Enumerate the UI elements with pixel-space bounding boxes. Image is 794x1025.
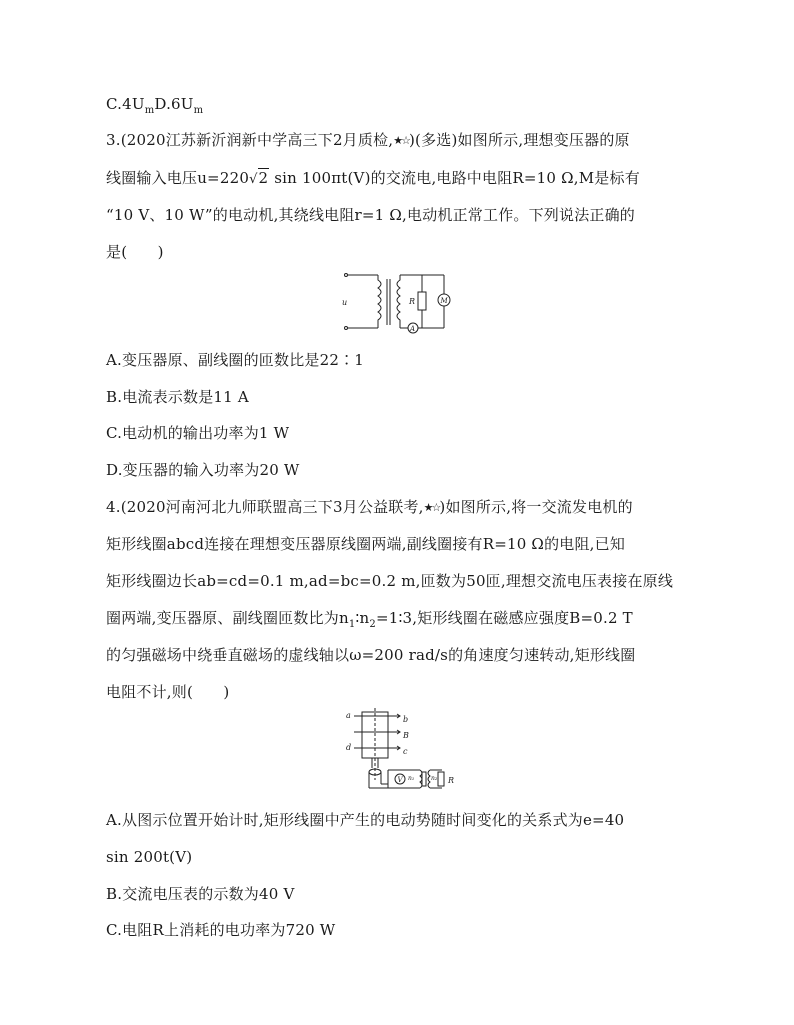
- q4-option-a-line2: sin 200t(V): [106, 848, 193, 866]
- svg-text:c: c: [403, 747, 408, 756]
- q4-stem-line3: 矩形线圈边长ab=cd=0.1 m,ad=bc=0.2 m,匝数为50匝,理想交流电压表接在原线: [106, 572, 674, 590]
- q3-transformer-circuit-figure: [338, 270, 458, 336]
- svg-text:B: B: [403, 731, 409, 740]
- q4-stem-line4: 圈两端,变压器原、副线圈匝数比为$n_1∶n_2=1∶3$,矩形线圈在磁感应强度B=0.2 T: [106, 609, 633, 630]
- q4-option-b: B.交流电压表的示数为40 V: [106, 885, 295, 903]
- q3-stem-line3: “10 V、10 W”的电动机,其绕线电阻r=1 Ω,电动机正常工作。下列说法正确的: [106, 206, 636, 224]
- svg-text:b: b: [403, 715, 409, 724]
- q2-options-cd: $C.4U_mD.6U_m$: [106, 95, 204, 116]
- svg-text:a: a: [346, 711, 351, 720]
- q3-option-a: A.变压器原、副线圈的匝数比是22∶1: [106, 351, 365, 369]
- q4-stem-line5: 的匀强磁场中绕垂直磁场的虚线轴以ω=200 rad/s的角速度匀速转动,矩形线圈: [106, 646, 636, 664]
- q3-stem-line4: 是( ): [106, 243, 164, 261]
- svg-text:V: V: [397, 776, 403, 784]
- q4-stem-line6: 电阻不计,则( ): [106, 683, 230, 701]
- svg-text:n₂: n₂: [431, 775, 438, 782]
- q4-stem-line1: 4.(2020河南河北九师联盟高三下3月公益联考,★☆)如图所示,将一交流发电机的: [106, 498, 633, 516]
- svg-text:n₁: n₁: [408, 775, 415, 782]
- q3-stem-line2: 线圈输入电压u=220√2 sin 100πt(V)的交流电,电路中电阻R=10 Ω,M是标有: [106, 169, 640, 187]
- svg-text:M: M: [440, 297, 448, 305]
- q4-generator-circuit-figure: [342, 708, 472, 800]
- svg-text:R: R: [409, 297, 416, 306]
- svg-text:A: A: [410, 325, 416, 333]
- svg-text:u: u: [342, 298, 348, 307]
- q4-option-c: C.电阻R上消耗的电功率为720 W: [106, 921, 336, 939]
- star-difficulty-icon-2: ★☆: [423, 501, 440, 514]
- svg-text:d: d: [346, 743, 352, 752]
- svg-text:R: R: [448, 776, 455, 785]
- q3-stem-line1: 3.(2020江苏新沂润新中学高三下2月质检,★☆)(多选)如图所示,理想变压器的原: [106, 131, 630, 149]
- q4-option-a-line1: A.从图示位置开始计时,矩形线圈中产生的电动势随时间变化的关系式为e=40: [106, 811, 625, 829]
- q3-option-b: B.电流表示数是11 A: [106, 388, 249, 406]
- q3-option-c: C.电动机的输出功率为1 W: [106, 424, 290, 442]
- star-difficulty-icon: ★☆: [393, 134, 409, 147]
- q3-option-d: D.变压器的输入功率为20 W: [106, 461, 300, 479]
- q4-stem-line2: 矩形线圈abcd连接在理想变压器原线圈两端,副线圈接有R=10 Ω的电阻,已知: [106, 535, 626, 553]
